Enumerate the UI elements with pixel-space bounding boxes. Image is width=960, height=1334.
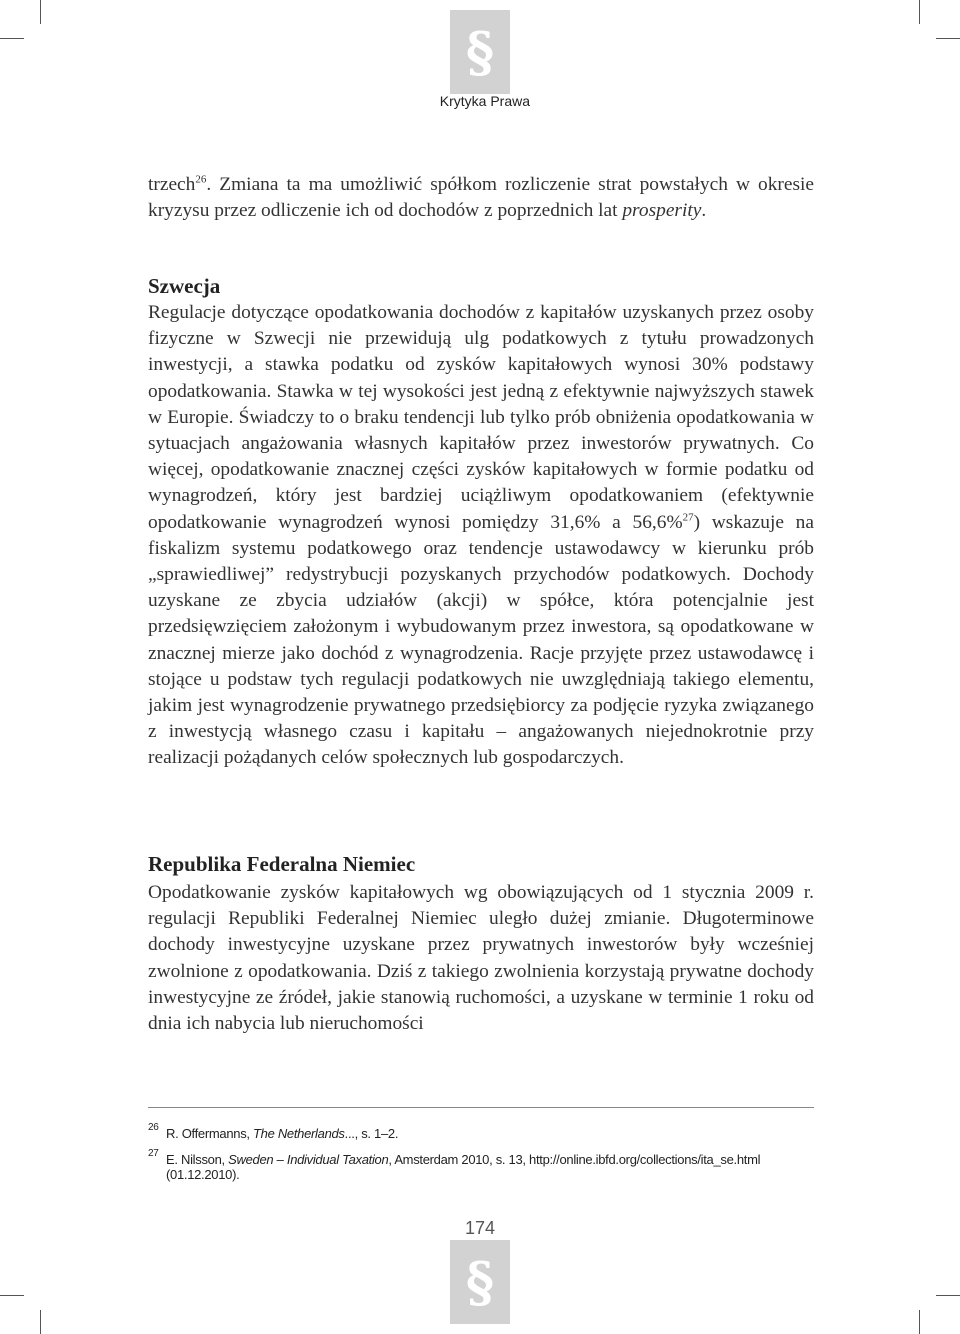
germany-paragraph: Opodatkowanie zysków kapitałowych wg obowiązujących od 1 stycznia 2009 r. regulacji Republiki Federalnej Niemiec uległo dużej zmianie. Długoterminowe dochody inwestycyjne uzyskane przez prywatnych inwestorów były wcześniej zwolnione z opodatkowania. Dziś z takiego zwolnienia korzystają prywatne dochody inwestycyjne ze źródeł, jakie stanowią ruchomości, a uzyskane w terminie 1 roku od dnia ich nabycia lub nieruchomości [148,882,814,1035]
intro-text: . Zmiana ta ma umożliwić spółkom rozliczenie strat powstałych w okresie kryzysu przez odliczenie ich od dochodów z poprzednich lat [148,174,814,222]
page-number: 174 [464,1218,496,1238]
footnote-author: E. Nilsson, [166,1152,229,1167]
footnote-author: R. Offermanns, [166,1126,254,1141]
crop-mark [0,1295,24,1296]
section-heading-sweden: Szwecja [148,274,221,298]
running-title: Krytyka Prawa [439,93,530,109]
intro-italic-term: prosperity [622,200,702,222]
footnote-pages: ..., s. 1–2. [344,1126,399,1141]
footnote-title: The Netherlands [253,1126,345,1141]
section-heading-germany: Republika Federalna Niemiec [148,852,416,876]
crop-mark [919,1310,920,1334]
intro-paragraph [148,172,814,224]
crop-mark [40,0,41,24]
intro-text-end: . [701,200,707,222]
footnote-text [148,1152,814,1182]
crop-mark [936,38,960,39]
crop-mark [919,0,920,24]
footnote-number: 26 [148,1122,159,1133]
footnote-divider [148,1107,814,1108]
section-mark-icon: § [450,1240,510,1324]
section-mark-icon: § [450,10,510,94]
footnote-title: Sweden – Individual Taxation [228,1152,389,1167]
intro-text-start: trzech [148,174,196,195]
sweden-text: Regulacje dotyczące opodatkowania dochodów z kapitałów uzyskanych przez osoby fizyczne w Szwecji nie przewidują ulg podatkowych z tytułu prowadzonych inwestycji, a stawka podatku od zysków kapitałowych wynosi 30% podstawy opodatkowania. Stawka w tej wysokości jest jedną z efektywnie najwyższych stawek w Europie. Świadczy to o braku tendencji lub tylko prób obniżenia opodatkowania w sytuacjach angażowania własnych kapitałów przez inwestorów prywatnych. Co więcej, opodatkowanie znacznej części zysków kapitałowych w formie podatku od wynagrodzeń, który jest bardziej uciążliwym opodatkowaniem (efektywnie opodatkowanie wynagrodzeń wynosi pomiędzy 31,6% a 56,6% [148,302,814,533]
footnote-26 [148,1122,814,1141]
sweden-paragraph [148,300,814,772]
crop-mark [40,1310,41,1334]
sweden-text-continued: ) wskazuje na fiskalizm systemu podatkowego oraz tendencje ustawodawcy w kierunku prób „sprawiedliwej” redystrybucji pozyskanych przychodów podatkowych. Dochody uzyskane ze zbycia udziałów (akcji) w spółce, która potencjalnie jest przedsięwzięciem założonym i wybudowanym przez inwestora, są opodatkowane w znacznej mierze jako dochód z wynagrodzenia. Racje przyjęte przez ustawodawcę i stojące u podstaw tych regulacji podatkowych nie uwzględniają takiego elementu, jakim jest wynagrodzenie prywatnego przedsiębiorcy za podjęcie ryzyka związanego z inwestycją własnego czasu i kapitału – angażowanych niejednokrotnie przy realizacji pożądanych celów społecznych lub gospodarczych. [148,511,814,769]
footnote-number: 27 [148,1148,159,1159]
crop-mark [0,38,24,39]
crop-mark [936,1295,960,1296]
footnote-text [148,1126,814,1141]
footnote-ref-26: 26 [195,173,207,186]
footnote-ref-27: 27 [682,511,694,524]
footnote-source: , Amsterdam 2010, s. 13, http://online.ibfd.org/collections/ita_se.html (01.12.2010). [166,1152,761,1182]
footnote-27 [148,1148,814,1182]
